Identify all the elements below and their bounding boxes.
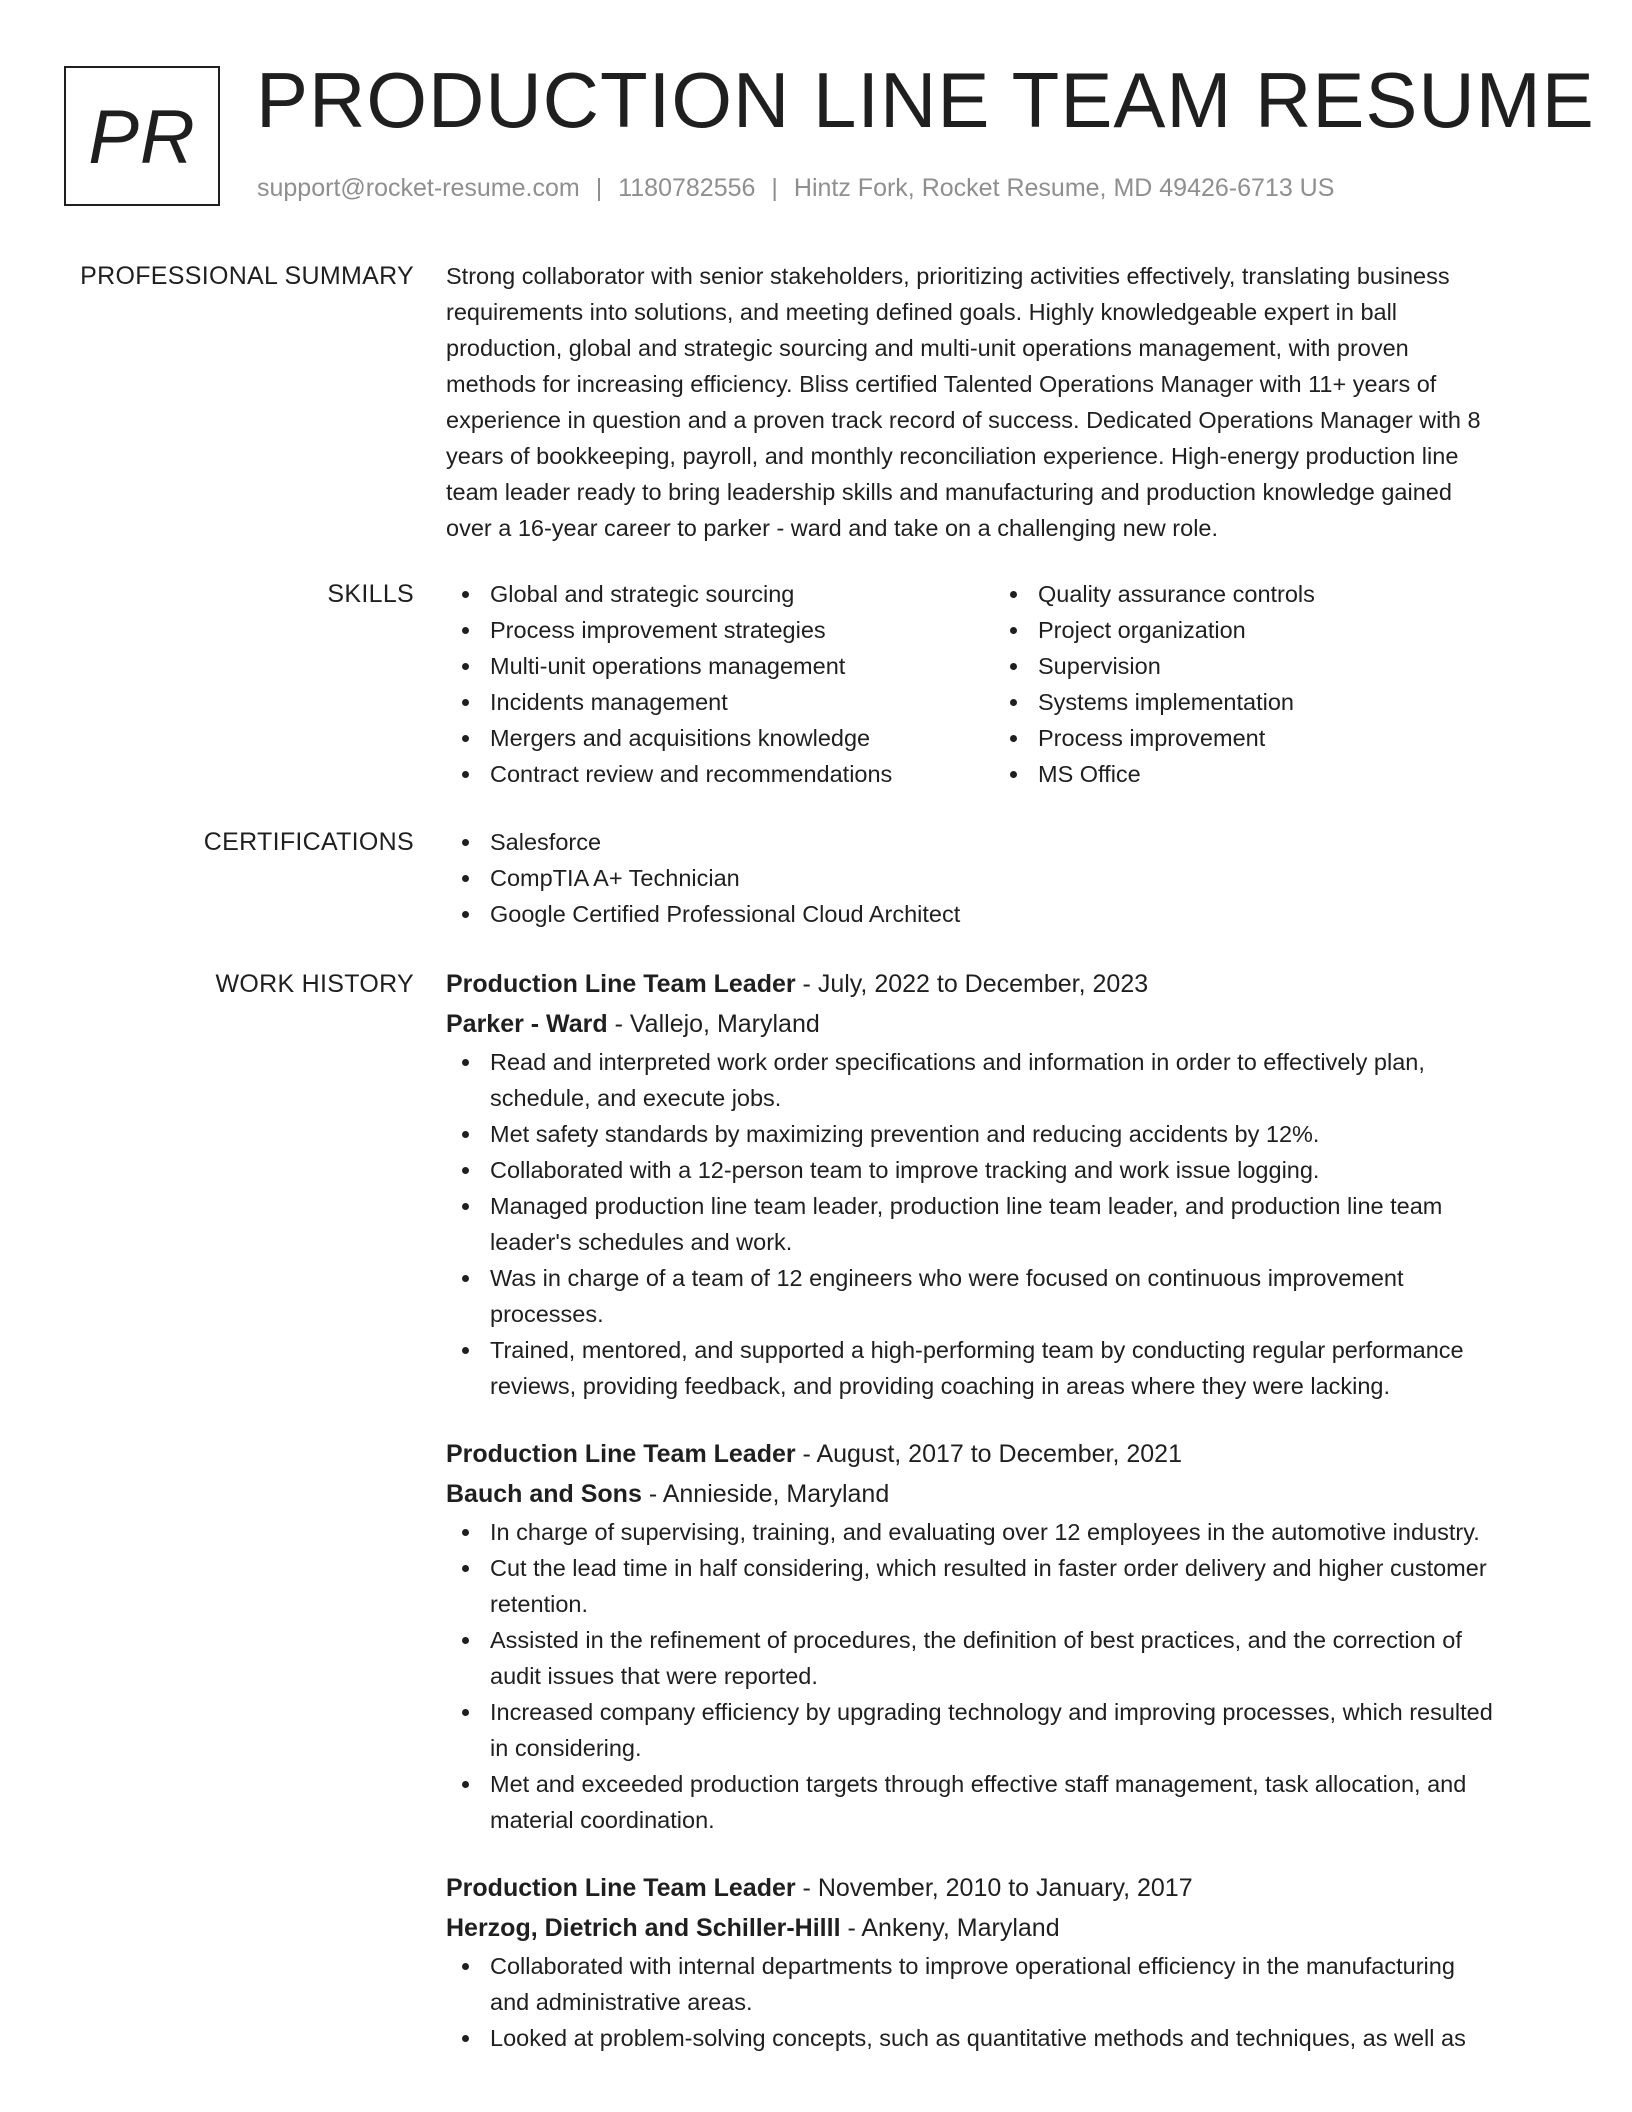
job-entry [446,1868,1546,2056]
bullet-line: Collaborated with internal departments to improve operational efficiency in the manufacturing [490,1953,1455,1979]
bullet-line: in considering. [490,1735,642,1761]
summary-line: Strong collaborator with senior stakeholders, prioritizing activities effectively, translating business [446,263,1450,289]
job-bullet [446,1948,1546,2020]
certification-item: Google Certified Professional Cloud Architect [446,896,1546,932]
summary-line: over a 16-year career to parker - ward and take on a challenging new role. [446,515,1219,541]
skills-columns [446,576,1546,792]
contact-separator: | [771,174,778,202]
section-title-skills: SKILLS [327,580,414,608]
job-bullet [446,1188,1546,1260]
bullet-line: Cut the lead time in half considering, which resulted in faster order delivery and higher customer [490,1555,1487,1581]
skill-item: MS Office [994,756,1494,792]
bullet-line: Increased company efficiency by upgrading technology and improving processes, which resulted [490,1699,1493,1725]
skill-item: Systems implementation [994,684,1494,720]
bullet-line: Was in charge of a team of 12 engineers who were focused on continuous improvement [490,1265,1404,1291]
bullet-line: retention. [490,1591,588,1617]
bullet-line: Managed production line team leader, production line team leader, and production line team [490,1193,1443,1219]
certification-item: Salesforce [446,824,1546,860]
bullet-line: Assisted in the refinement of procedures, the definition of best practices, and the correction of [490,1627,1462,1653]
monogram-initials: PR [88,94,196,180]
bullet-line: Collaborated with a 12-person team to improve tracking and work issue logging. [490,1157,1320,1183]
bullet-line: material coordination. [490,1807,715,1833]
job-bullet [446,1550,1546,1622]
summary-text [446,258,1546,546]
job-company: Parker - Ward [446,1010,608,1038]
contact-address: Hintz Fork, Rocket Resume, MD 49426-6713 US [793,174,1335,202]
job-dates: - November, 2010 to January, 2017 [795,1874,1193,1902]
job-bullet [446,1332,1546,1404]
work-history-body [446,964,1546,2056]
skill-item: Multi-unit operations management [446,648,994,684]
job-bullet [446,2020,1546,2056]
skill-item: Project organization [994,612,1494,648]
bullet-line: leader's schedules and work. [490,1229,793,1255]
bullet-line: audit issues that were reported. [490,1663,818,1689]
bullet-line: schedule, and execute jobs. [490,1085,782,1111]
skill-item: Global and strategic sourcing [446,576,994,612]
summary-line: years of bookkeeping, payroll, and monthly reconciliation experience. High-energy production line [446,443,1459,469]
skill-item: Supervision [994,648,1494,684]
section-title-summary: PROFESSIONAL SUMMARY [80,262,414,290]
skill-item: Mergers and acquisitions knowledge [446,720,994,756]
job-bullet [446,1044,1546,1116]
job-title-line [446,964,1546,1004]
job-bullets [446,1044,1546,1404]
section-title-certifications: CERTIFICATIONS [203,828,414,856]
contact-line [257,172,1334,205]
bullet-line: Read and interpreted work order specifications and information in order to effectively plan, [490,1049,1425,1075]
job-location: - Annieside, Maryland [641,1480,890,1508]
job-dates: - August, 2017 to December, 2021 [795,1440,1182,1468]
contact-separator: | [595,174,603,202]
skills-list-right [994,576,1494,792]
bullet-line: Met and exceeded production targets through effective staff management, task allocation, and [490,1771,1467,1797]
summary-line: team leader ready to bring leadership skills and manufacturing and production knowledge gained [446,479,1452,505]
job-company: Herzog, Dietrich and Schiller-Hilll [446,1914,841,1942]
job-bullet [446,1514,1546,1550]
bullet-line: Met safety standards by maximizing prevention and reducing accidents by 12%. [490,1121,1320,1147]
skills-body [446,576,1546,792]
job-bullets [446,1514,1546,1838]
bullet-line: In charge of supervising, training, and evaluating over 12 employees in the automotive industry. [490,1519,1480,1545]
job-entry [446,1434,1546,1838]
skill-item: Quality assurance controls [994,576,1494,612]
resume-title: PRODUCTION LINE TEAM RESUME [256,56,1595,144]
summary-body [446,258,1546,546]
summary-line: methods for increasing efficiency. Bliss certified Talented Operations Manager with 11+ years of [446,371,1437,397]
job-entry [446,964,1546,1404]
bullet-line: processes. [490,1301,604,1327]
job-role: Production Line Team Leader [446,1874,796,1902]
job-bullet [446,1622,1546,1694]
skill-item: Contract review and recommendations [446,756,994,792]
job-company-line [446,1908,1546,1948]
job-company-line [446,1474,1546,1514]
summary-line: production, global and strategic sourcing and multi-unit operations management, with proven [446,335,1409,361]
job-role: Production Line Team Leader [446,1440,796,1468]
job-bullet [446,1260,1546,1332]
job-title-line [446,1434,1546,1474]
job-role: Production Line Team Leader [446,970,796,998]
certification-item: CompTIA A+ Technician [446,860,1546,896]
job-location: - Ankeny, Maryland [840,1914,1060,1942]
job-bullet [446,1694,1546,1766]
bullet-line: reviews, providing feedback, and providing coaching in areas where they were lacking. [490,1373,1391,1399]
contact-email: support@rocket-resume.com [257,174,580,202]
skill-item: Incidents management [446,684,994,720]
job-bullets [446,1948,1546,2056]
skill-item: Process improvement strategies [446,612,994,648]
job-bullet [446,1116,1546,1152]
job-location: - Vallejo, Maryland [607,1010,820,1038]
skills-list-left [446,576,994,792]
certifications-list [446,824,1546,932]
job-dates: - July, 2022 to December, 2023 [795,970,1149,998]
monogram-badge [64,66,220,206]
job-title-line [446,1868,1546,1908]
summary-line: requirements into solutions, and meeting defined goals. Highly knowledgeable expert in ball [446,299,1398,325]
job-company-line [446,1004,1546,1044]
contact-phone: 1180782556 [618,174,756,202]
bullet-line: Looked at problem-solving concepts, such as quantitative methods and techniques, as well as [490,2025,1466,2051]
bullet-line: and administrative areas. [490,1989,753,2015]
skill-item: Process improvement [994,720,1494,756]
summary-line: experience in question and a proven track record of success. Dedicated Operations Manager with 8 [446,407,1481,433]
section-title-work-history: WORK HISTORY [215,970,414,998]
job-bullet [446,1766,1546,1838]
job-company: Bauch and Sons [446,1480,642,1508]
certifications-body [446,824,1546,932]
job-bullet [446,1152,1546,1188]
bullet-line: Trained, mentored, and supported a high-performing team by conducting regular performance [490,1337,1464,1363]
